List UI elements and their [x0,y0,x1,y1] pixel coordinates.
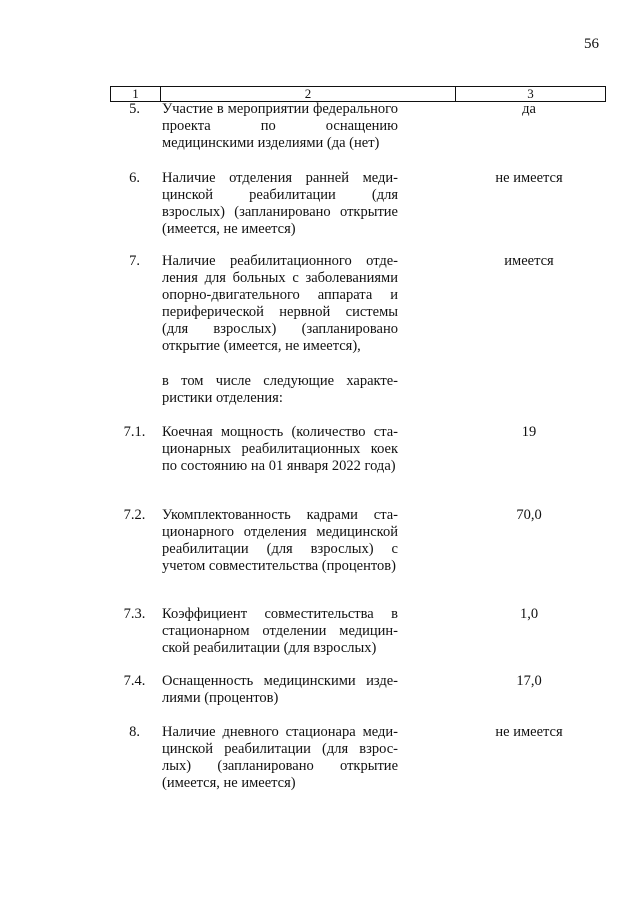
row-description: Наличие реабилитационного отделения для больных с заболеваниями опорно-двигательного аппарата и периферической нервной системы (для взрослых) (запланировано открытие (имеется, не имеется), [162,253,398,354]
row-description: Наличие отделения ранней медицинской реабилитации (для взрослых) (запланировано открытие (имеется, не имеется) [162,170,398,237]
row-number: 7.4. [123,673,146,689]
row-number: 7.2. [123,507,146,523]
header-col-2: 2 [161,87,456,101]
row-number: 5. [129,101,140,117]
row-number: 7.1. [123,424,146,440]
header-col-3: 3 [527,86,534,101]
row-number: 7. [129,253,140,269]
header-col-1: 1 [111,87,161,101]
row-value: 70,0 [516,507,542,523]
row-number: 7.3. [123,606,146,622]
row-value: 19 [521,424,537,440]
row-value: 1,0 [519,606,539,622]
row-description: в том числе следующие характеристики отделения: [162,373,398,406]
row-description: Коечная мощность (количество стационарных реабилитационных коек по состоянию на 01 января 2022 года) [162,424,398,474]
row-description: Наличие дневного стационара медицинской реабилитации (для взрослых) (запланировано открытие (имеется, не имеется) [162,724,398,791]
row-value: да [522,101,536,117]
row-number: 8. [129,724,140,740]
row-value: не имеется [495,724,563,740]
row-number: 6. [129,170,140,186]
row-description: Укомплектованность кадрами стационарного отделения медицинской реабилитации (для взрослых) с учетом совместительства (процентов) [162,507,398,574]
row-description: Участие в мероприятии федерального проекта по оснащению медицинскими изделиями (да (нет) [162,101,398,151]
row-value: 17,0 [516,673,542,689]
row-description: Коэффициент совместительства в стационарном отделении медицинской реабилитации (для взрослых) [162,606,398,656]
table-header [110,86,606,102]
row-value: не имеется [495,170,563,186]
row-value: имеется [504,253,554,269]
page-number: 56 [584,36,599,52]
row-description: Оснащенность медицинскими изделиями (процентов) [162,673,398,706]
